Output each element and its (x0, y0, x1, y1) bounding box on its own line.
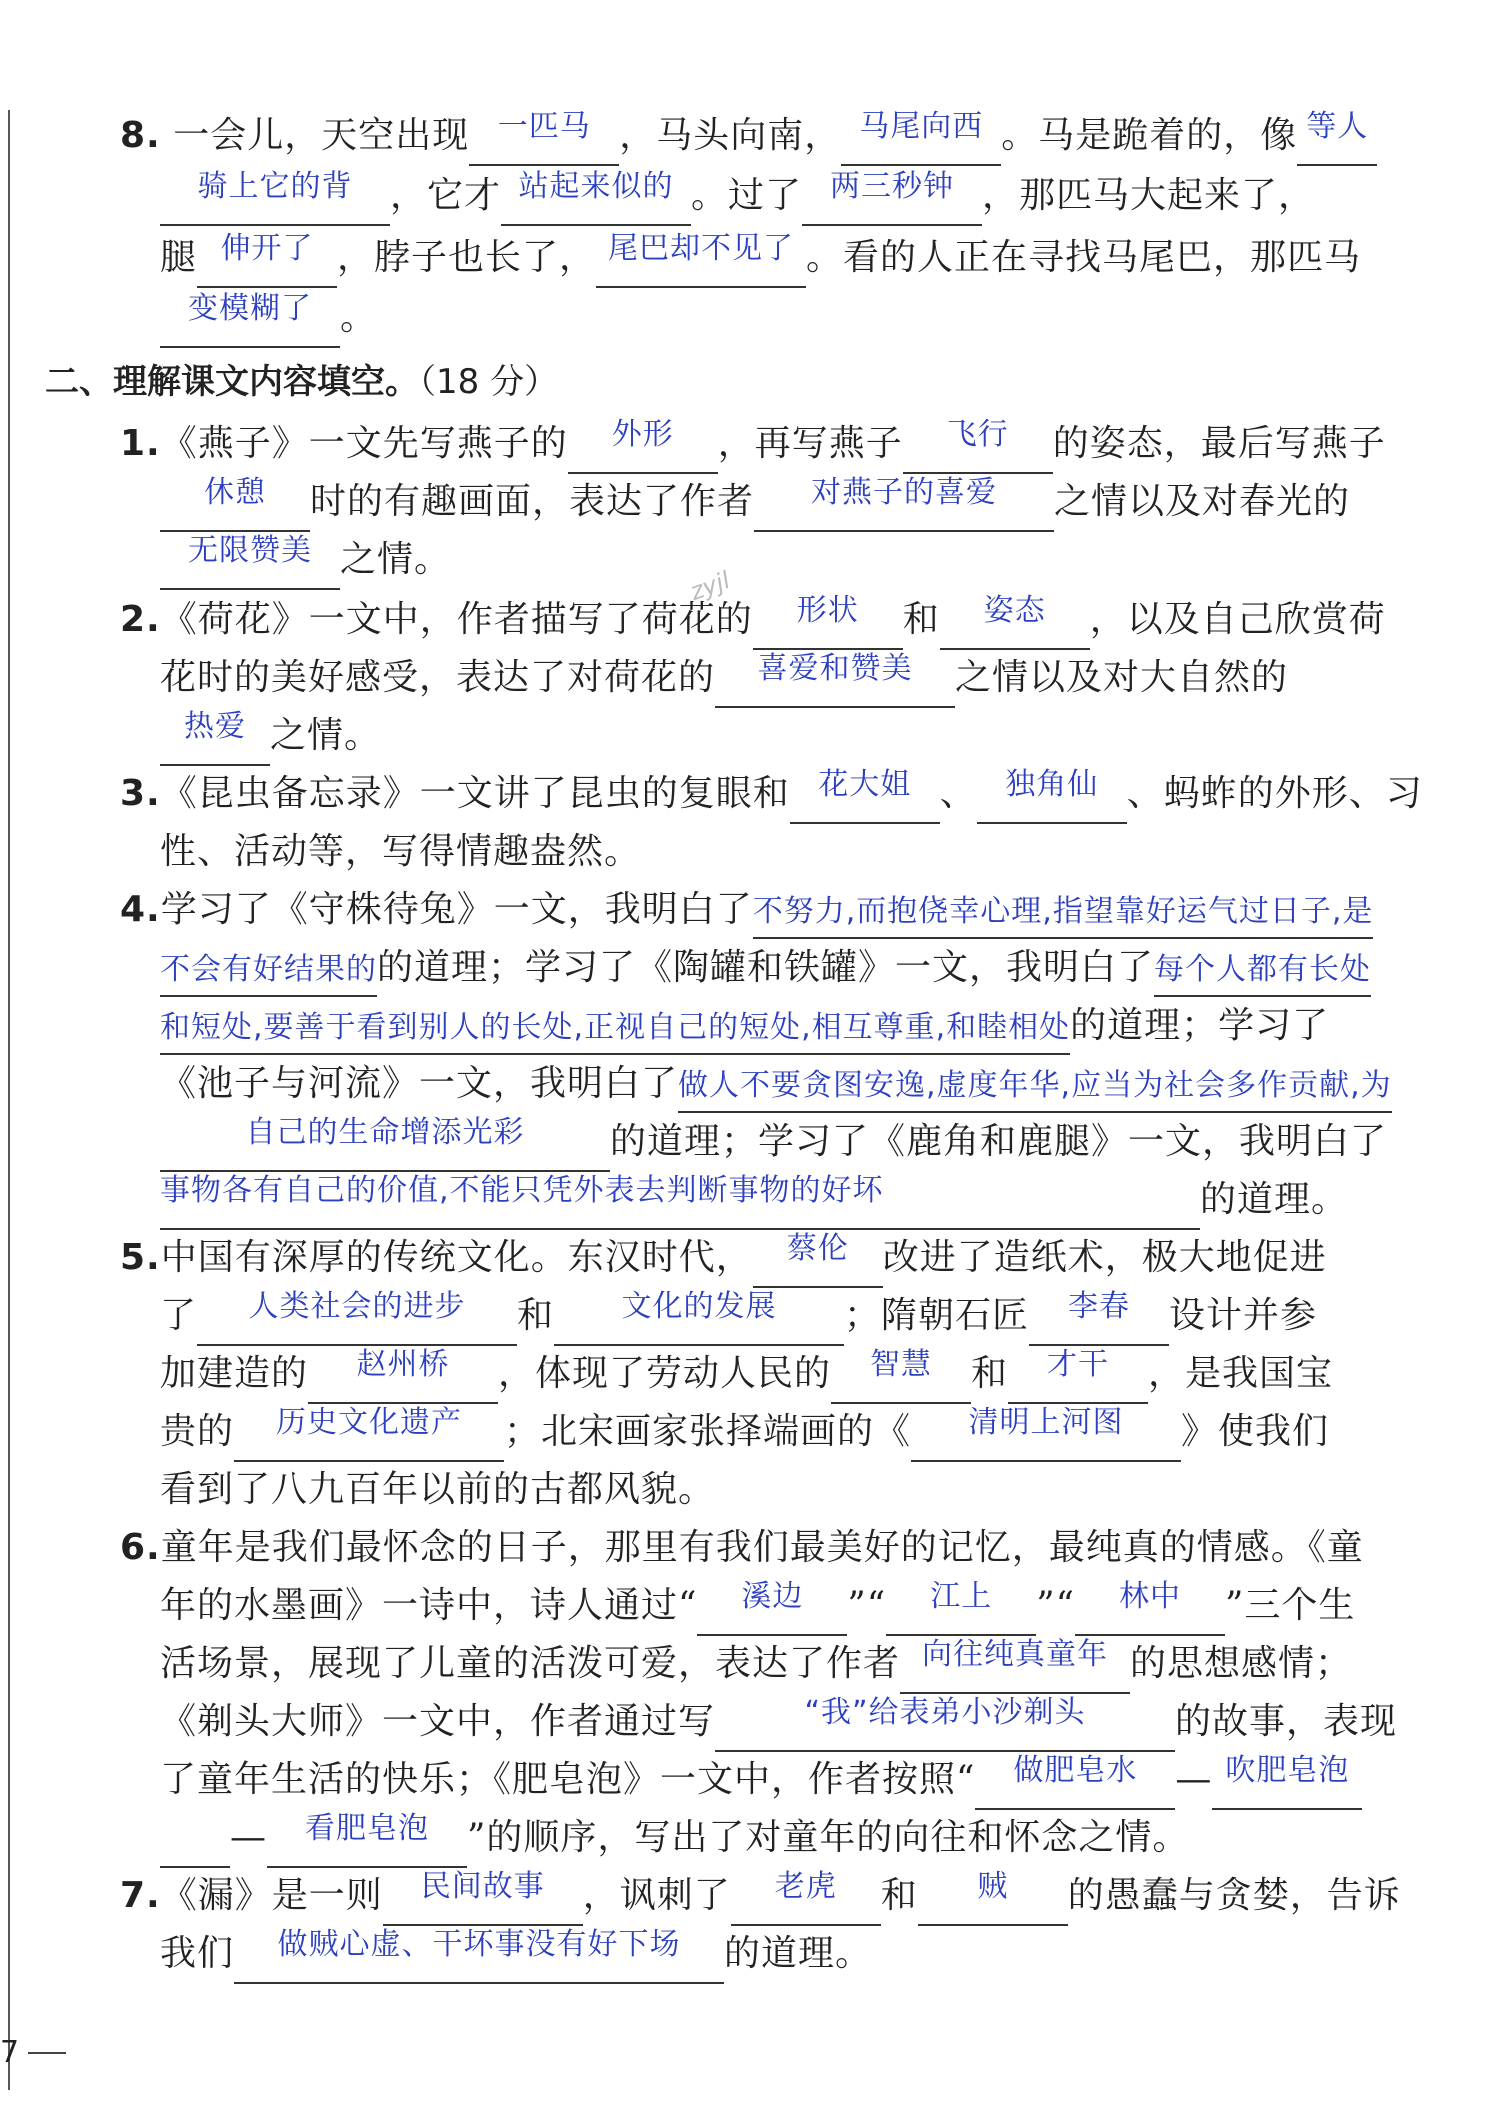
answer-text: 看肥皂泡 (305, 1811, 429, 1846)
text: 的道理；学习了《陶罐和铁罐》一文，我明白了 (377, 947, 1155, 988)
question-number: 3. (120, 773, 161, 814)
section-heading (45, 352, 558, 412)
answer-text: 一匹马 (497, 109, 591, 144)
text: 花时的美好感受，表达了对荷花的 (160, 657, 716, 698)
question-number: 8. (120, 115, 161, 156)
answer-text: 江上 (930, 1579, 993, 1614)
answer-text: 独角仙 (1005, 767, 1099, 802)
text: 。马是跪着的，像 (1001, 115, 1298, 156)
text: ，那匹马大起来了， (982, 175, 1316, 216)
answer-blank[interactable] (197, 1288, 517, 1346)
answer-blank[interactable] (900, 1636, 1130, 1694)
answer-text: 热爱 (184, 709, 246, 744)
answer-blank[interactable] (160, 532, 340, 590)
s6-line-6 (160, 1808, 1360, 1868)
answer-blank[interactable] (790, 766, 940, 824)
answer-blank[interactable] (975, 1752, 1175, 1810)
text: 的道理；学习了 (1070, 1005, 1330, 1046)
answer-text: 老虎 (774, 1869, 837, 1904)
answer-text: 骑上它的背 (197, 169, 353, 204)
answer-blank[interactable] (1008, 1346, 1148, 1404)
text: 改进了造纸术，极大地促进 (882, 1237, 1327, 1278)
answer-blank[interactable] (160, 1810, 230, 1868)
answer-text: 贼 (977, 1869, 1009, 1904)
text: ，再写燕子 (717, 423, 903, 464)
text: ”“ (1036, 1585, 1076, 1626)
text: ，它才 (390, 175, 502, 216)
answer-text: 外形 (611, 417, 674, 452)
s6-line-2 (160, 1576, 1360, 1636)
text: 设计并参 (1169, 1295, 1318, 1336)
q8-line-3 (160, 228, 1360, 288)
text: 贵的 (160, 1411, 235, 1452)
s5-line-4 (160, 1402, 1360, 1462)
question-number: 6. (120, 1527, 161, 1568)
answer-text: 每个人都有长处 (1154, 945, 1371, 997)
answer-text: 事物各有自己的价值,不能只凭外表去判断事物的好坏 (160, 1173, 884, 1208)
answer-text: 历史文化遗产 (276, 1405, 463, 1440)
text: ”“ (847, 1585, 887, 1626)
text: 和 (971, 1353, 1009, 1394)
answer-text: 才干 (1047, 1347, 1110, 1382)
question-number: 4. (120, 889, 161, 930)
text: — (230, 1817, 267, 1858)
text: ”的顺序，写出了对童年的向往和怀念之情。 (467, 1817, 1190, 1858)
text: 的故事，表现 (1175, 1701, 1398, 1742)
answer-blank[interactable] (753, 1230, 883, 1288)
answer-text: 清明上河图 (968, 1405, 1124, 1440)
answer-blank[interactable] (1075, 1578, 1225, 1636)
text: 了 (160, 1295, 198, 1336)
s4-line-6 (160, 1170, 1360, 1230)
question-number: 2. (120, 599, 161, 640)
answer-text: 形状 (796, 593, 859, 628)
answer-blank[interactable] (160, 1172, 1200, 1230)
text: 学习了《守株待兔》一文，我明白了 (160, 889, 753, 930)
answer-blank[interactable] (160, 168, 390, 226)
text: 之情。 (340, 539, 452, 580)
s1-line-2 (160, 472, 1360, 532)
text: ；隋朝石匠 (844, 1295, 1030, 1336)
s6-line-1 (120, 1518, 1364, 1578)
answer-text: 做人不要贪图安逸,虚度年华,应当为社会多作贡献,为 (678, 1061, 1392, 1113)
page-number-dash (28, 2052, 66, 2054)
text: 《池子与河流》一文，我明白了 (160, 1063, 679, 1104)
s6-line-5 (160, 1750, 1360, 1810)
text: ，是我国宝 (1148, 1353, 1334, 1394)
answer-blank[interactable] (469, 108, 619, 166)
answer-text: 蔡伦 (786, 1231, 849, 1266)
answer-blank[interactable] (753, 592, 903, 650)
answer-text: 智慧 (870, 1347, 933, 1382)
answer-text: 等人 (1306, 109, 1369, 144)
s2-line-3 (160, 706, 1360, 766)
text: ”三个生 (1225, 1585, 1356, 1626)
text: 了童年生活的快乐；《肥皂泡》一文中，作者按照“ (160, 1759, 976, 1800)
s1-line-1 (120, 414, 1386, 474)
answer-text: 站起来似的 (518, 169, 674, 204)
answer-text: 两三秒钟 (830, 169, 955, 204)
s3-line-1 (120, 764, 1423, 824)
text: 之情。 (270, 715, 382, 756)
q8-line-2 (160, 166, 1360, 226)
answer-blank[interactable] (802, 168, 982, 226)
answer-blank[interactable] (501, 168, 691, 226)
answer-blank[interactable] (715, 1694, 1175, 1752)
answer-text: 花大姐 (818, 767, 912, 802)
s2-line-2 (160, 648, 1360, 708)
text: ，以及自己欣赏荷 (1089, 599, 1386, 640)
question-number: 7. (120, 1875, 161, 1916)
text: 活场景，展现了儿童的活泼可爱，表达了作者 (160, 1643, 901, 1684)
text: 《昆虫备忘录》一文讲了昆虫的复眼和 (160, 773, 790, 814)
page-number: 7 (0, 2035, 20, 2070)
answer-text: 和短处,要善于看到别人的长处,正视自己的短处,相互尊重,和睦相处 (160, 1003, 1070, 1055)
text: ，脖子也长了， (337, 237, 597, 278)
text: 看到了八九百年以前的古都风貌。 (160, 1469, 716, 1510)
answer-text: 马尾向西 (859, 109, 984, 144)
answer-blank[interactable] (160, 290, 340, 348)
text: 腿 (160, 237, 198, 278)
answer-text: 对燕子的喜爱 (811, 475, 998, 510)
text: 的道理。 (1200, 1179, 1349, 1220)
answer-blank[interactable] (911, 1404, 1181, 1462)
answer-blank[interactable] (977, 766, 1127, 824)
text: 年的水墨画》一诗中，诗人通过“ (160, 1585, 698, 1626)
text: 之情以及对春光的 (1054, 481, 1351, 522)
answer-blank[interactable] (1212, 1752, 1362, 1810)
text: ，马头向南， (619, 115, 842, 156)
text: 。 (340, 297, 378, 338)
answer-blank[interactable] (160, 708, 270, 766)
s6-line-4 (160, 1692, 1398, 1752)
s7-line-2 (160, 1924, 1360, 1984)
answer-text: 林中 (1119, 1579, 1182, 1614)
q8-line-4 (160, 288, 1360, 348)
text: 《燕子》一文先写燕子的 (160, 423, 568, 464)
s2-line-1 (120, 590, 1386, 650)
s4-line-5 (160, 1112, 1388, 1172)
answer-blank[interactable] (697, 1578, 847, 1636)
s4-line-1 (120, 880, 1374, 940)
text: 》使我们 (1181, 1411, 1330, 1452)
text: 《漏》是一则 (160, 1875, 383, 1916)
answer-blank[interactable] (1297, 108, 1377, 166)
answer-blank[interactable] (886, 1578, 1036, 1636)
answer-text: “我”给表弟小沙剃头 (804, 1695, 1086, 1730)
s4-line-2 (160, 938, 1372, 998)
answer-text: 溪边 (741, 1579, 804, 1614)
text: ，讽刺了 (582, 1875, 731, 1916)
text: 的姿态，最后写燕子 (1052, 423, 1386, 464)
text: 。过了 (691, 175, 803, 216)
answer-text: 吹肥皂泡 (1225, 1753, 1350, 1788)
s5-line-3 (160, 1344, 1360, 1404)
answer-blank[interactable] (596, 230, 806, 288)
answer-text: 不努力,而抱侥幸心理,指望靠好运气过日子,是 (753, 887, 1374, 939)
answer-blank[interactable] (234, 1926, 724, 1984)
text: 的道理。 (724, 1933, 873, 1974)
text: 《荷花》一文中，作者描写了荷花的 (160, 599, 753, 640)
text: 时的有趣画面，表达了作者 (310, 481, 755, 522)
answer-text: 文化的发展 (621, 1289, 777, 1324)
answer-blank[interactable] (383, 1868, 583, 1926)
answer-text: 休憩 (204, 475, 266, 510)
answer-blank[interactable] (1029, 1288, 1169, 1346)
question-number: 1. (120, 423, 161, 464)
answer-text: 喜爱和赞美 (757, 651, 913, 686)
s1-line-3 (160, 530, 1360, 590)
answer-text: 姿态 (983, 593, 1046, 628)
answer-text: 赵州桥 (356, 1347, 450, 1382)
q8-line-1 (120, 106, 1369, 166)
text: 一会儿，天空出现 (173, 115, 470, 156)
answer-text: 做肥皂水 (1013, 1753, 1138, 1788)
text: — (1175, 1759, 1213, 1800)
text: 中国有深厚的传统文化。东汉时代， (160, 1237, 753, 1278)
answer-blank[interactable] (715, 650, 955, 708)
answer-text: 变模糊了 (188, 291, 312, 326)
text: 和 (902, 599, 940, 640)
section-title: 二、理解课文内容填空。 (45, 362, 419, 402)
answer-blank[interactable] (197, 230, 337, 288)
text: 的愚蠢与贪婪，告诉 (1067, 1875, 1401, 1916)
text: 性、活动等，写得情趣盎然。 (160, 831, 642, 872)
section-points: （18 分） (419, 362, 559, 402)
text: ；北宋画家张择端画的《 (504, 1411, 912, 1452)
s6-line-3 (160, 1634, 1360, 1694)
text: 、蚂蚱的外形、习 (1126, 773, 1423, 814)
s5-line-1 (120, 1228, 1327, 1288)
s4-line-4 (160, 1054, 1392, 1114)
answer-text: 无限赞美 (188, 533, 312, 568)
text: ，体现了劳动人民的 (498, 1353, 832, 1394)
s5-line-2 (160, 1286, 1360, 1346)
answer-blank[interactable] (160, 1114, 610, 1172)
answer-blank[interactable] (918, 1868, 1068, 1926)
answer-text: 自己的生命增添光彩 (245, 1115, 525, 1150)
answer-text: 伸开了 (220, 231, 314, 266)
text: 的思想感情； (1130, 1643, 1353, 1684)
margin-rule (8, 110, 10, 2090)
text: 和 (517, 1295, 555, 1336)
answer-blank[interactable] (731, 1868, 881, 1926)
s3-line-2 (160, 822, 1360, 882)
text: 《剃头大师》一文中，作者通过写 (160, 1701, 716, 1742)
text: 和 (880, 1875, 918, 1916)
answer-blank[interactable] (554, 1288, 844, 1346)
answer-text: 飞行 (946, 417, 1009, 452)
text: 童年是我们最怀念的日子，那里有我们最美好的记忆，最纯真的情感。《童 (160, 1527, 1364, 1568)
answer-text: 做贼心虚、干坏事没有好下场 (277, 1927, 681, 1962)
text: 。看的人正在寻找马尾巴，那匹马 (806, 237, 1362, 278)
answer-blank[interactable] (903, 416, 1053, 474)
s4-line-3 (160, 996, 1360, 1056)
answer-blank[interactable] (308, 1346, 498, 1404)
answer-text: 不会有好结果的 (160, 945, 377, 997)
answer-text: 李春 (1068, 1289, 1131, 1324)
s7-line-1 (120, 1866, 1401, 1926)
answer-text: 民间故事 (420, 1869, 545, 1904)
answer-blank[interactable] (568, 416, 718, 474)
answer-text: 尾巴却不见了 (608, 231, 795, 266)
text: 我们 (160, 1933, 235, 1974)
text: 之情以及对大自然的 (955, 657, 1289, 698)
answer-blank[interactable] (234, 1404, 504, 1462)
answer-blank[interactable] (831, 1346, 971, 1404)
answer-text: 人类社会的进步 (248, 1289, 466, 1324)
answer-text: 向往纯真童年 (922, 1637, 1109, 1672)
answer-blank[interactable] (160, 474, 310, 532)
watermark: zyjl (686, 565, 734, 607)
text: 加建造的 (160, 1353, 309, 1394)
answer-blank[interactable] (754, 474, 1054, 532)
answer-blank[interactable] (841, 108, 1001, 166)
question-number: 5. (120, 1237, 161, 1278)
answer-blank[interactable] (267, 1810, 467, 1868)
s5-line-5 (160, 1460, 1360, 1520)
text: 、 (939, 773, 977, 814)
text: 的道理；学习了《鹿角和鹿腿》一文，我明白了 (610, 1121, 1388, 1162)
answer-blank[interactable] (940, 592, 1090, 650)
